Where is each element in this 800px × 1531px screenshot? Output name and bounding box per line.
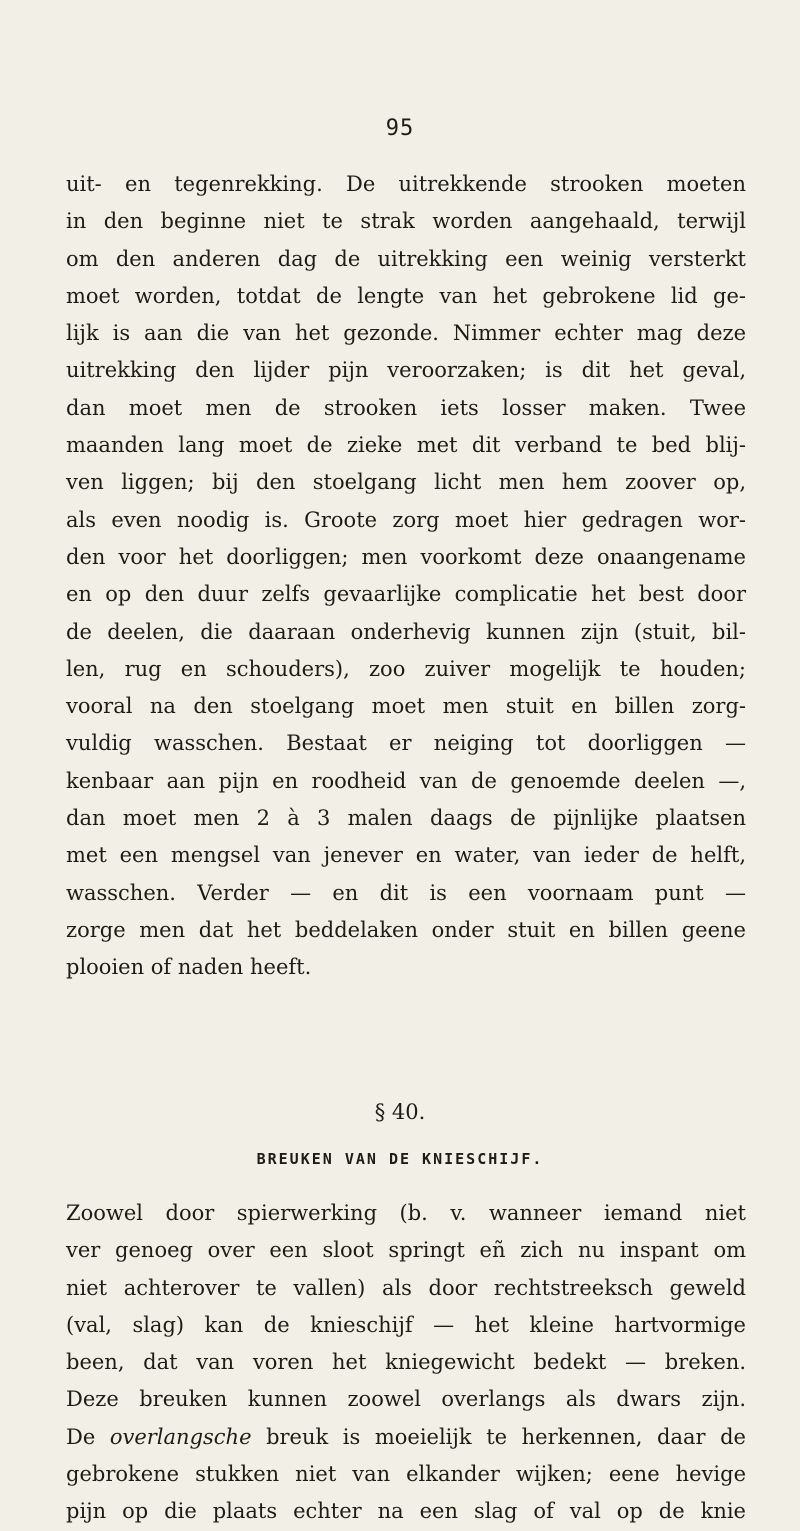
text-line: len, rug en schouders), zoo zuiver mogelijk te houden; (66, 656, 746, 681)
text-line: om den anderen dag de uitrekking een weinig versterkt (66, 246, 746, 271)
line-start: De (66, 1424, 96, 1449)
text-line: dan moet men de strooken iets losser maken. Twee (66, 395, 746, 420)
text-line: met een mengsel van jenever en water, van ieder de helft, (66, 843, 746, 868)
text-line: den voor het doorliggen; men voorkomt deze onaangename (66, 544, 746, 569)
italic-term: overlangsche (109, 1424, 252, 1449)
text-line: vooral na den stoelgang moet men stuit en billen zorg- (66, 694, 746, 719)
text-line: dan moet men 2 à 3 malen daags de pijnlijke plaatsen (66, 806, 746, 831)
text-line: Deze breuken kunnen zoowel overlangs als dwars zijn. (66, 1387, 746, 1412)
text-line: ven liggen; bij den stoelgang licht men hem zoover op, (66, 470, 746, 495)
text-line: maanden lang moet de zieke met dit verband te bed blij- (66, 433, 746, 458)
section-title: BREUKEN VAN DE KNIESCHIJF. (256, 1150, 544, 1168)
text-line: vuldig wasschen. Bestaat er neiging tot doorliggen — (66, 731, 746, 756)
text-line: wasschen. Verder — en dit is een voornaam punt — (66, 880, 746, 905)
text-line: moet worden, totdat de lengte van het gebrokene lid ge- (66, 283, 746, 308)
text-line: lijk is aan die van het gezonde. Nimmer echter mag deze (66, 321, 746, 346)
text-line: in den beginne niet te strak worden aangehaald, terwijl (66, 209, 746, 234)
text-line: de deelen, die daaraan onderhevig kunnen zijn (stuit, bil- (66, 619, 746, 644)
text-line: gebrokene stukken niet van elkander wijken; eene hevige (66, 1462, 746, 1487)
text-line: en op den duur zelfs gevaarlijke complicatie het best door (66, 582, 746, 607)
text-line: uit- en tegenrekking. De uitrekkende strooken moeten (66, 172, 746, 196)
text-line: uitrekking den lijder pijn veroorzaken; is dit het geval, (66, 358, 746, 383)
text-line-with-italic (66, 1419, 746, 1456)
section-number: § 40. (374, 1100, 426, 1124)
text-line: (val, slag) kan de knieschijf — het kleine hartvormige (66, 1312, 746, 1337)
paragraph-1 (66, 166, 746, 987)
text-line: been, dat van voren het kniegewicht bedekt — breken. (66, 1350, 746, 1375)
paragraph-2 (66, 1195, 746, 1531)
text-line: als even noodig is. Groote zorg moet hier gedragen wor- (66, 507, 746, 532)
text-line: zorge men dat het beddelaken onder stuit en billen geene (66, 917, 746, 942)
line-end: breuk is moeielijk te herkennen, daar de (266, 1424, 746, 1449)
text-line: Zoowel door spierwerking (b. v. wanneer iemand niet (66, 1201, 746, 1225)
text-line: ver genoeg over een sloot springt eñ zich nu inspant om (66, 1238, 746, 1263)
text-line: niet achterover te vallen) als door rechtstreeksch geweld (66, 1275, 746, 1300)
text-line: kenbaar aan pijn en roodheid van de genoemde deelen —, (66, 768, 746, 793)
text-line: plooien of naden heeft. (66, 955, 312, 980)
text-line: pijn op die plaats echter na een slag of val op de knie (66, 1499, 746, 1524)
page-number: 95 (385, 116, 415, 141)
